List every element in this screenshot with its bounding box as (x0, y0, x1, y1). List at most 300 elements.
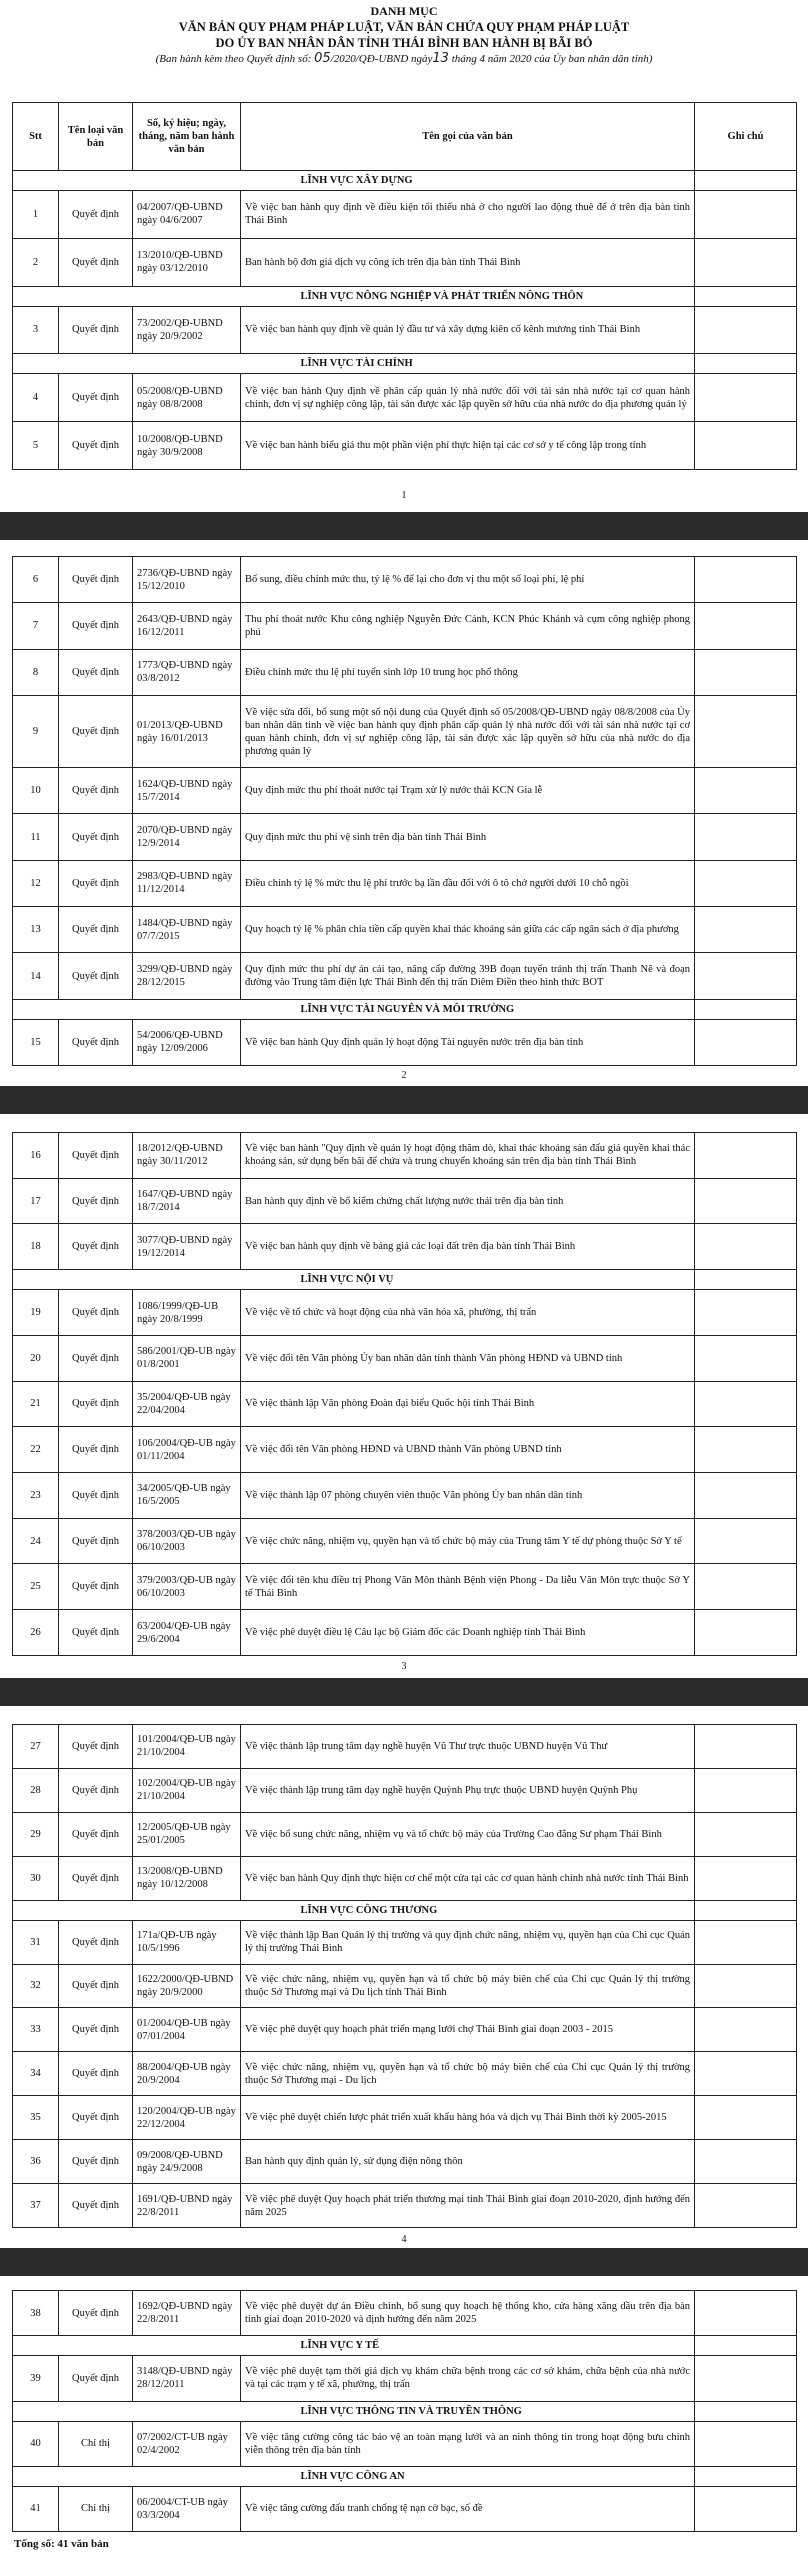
row-stt: 28 (13, 1768, 59, 1812)
table-row (13, 306, 797, 354)
row-code: 54/2006/QĐ-UBND ngày 12/09/2006 (133, 1019, 241, 1065)
row-note (695, 1019, 797, 1065)
issuance-day: 13 (432, 51, 449, 66)
row-kind: Quyết định (59, 557, 133, 603)
row-stt: 20 (13, 1335, 59, 1381)
row-note (695, 2096, 797, 2140)
total-count: Tổng số: 41 văn bản (14, 2538, 109, 2550)
row-desc: Về việc ban hành biểu giá thu một phần viện phí thực hiện tại các cơ sở y tế công lập trong tỉnh (241, 422, 695, 470)
table-row (13, 1964, 797, 2008)
table-row (13, 2356, 797, 2401)
row-code: 88/2004/QĐ-UB ngày 20/9/2004 (133, 2052, 241, 2096)
section-spacer (13, 2401, 241, 2421)
table-row (13, 238, 797, 286)
row-note (695, 768, 797, 814)
table-row (13, 2140, 797, 2184)
row-desc: Về việc thành lập trung tâm dạy nghề huyện Vũ Thư trực thuộc UBND huyện Vũ Thư (241, 1725, 695, 1769)
table-row (13, 1133, 797, 1179)
row-code: 171a/QĐ-UB ngày 10/5/1996 (133, 1920, 241, 1964)
table-row (13, 557, 797, 603)
row-kind: Quyết định (59, 374, 133, 422)
row-desc: Thu phí thoát nước Khu công nghiệp Nguyễn Đức Cảnh, KCN Phúc Khánh và cụm công nghiệp phong phú (241, 603, 695, 649)
row-note (695, 2486, 797, 2531)
row-note (695, 649, 797, 695)
table-row (13, 2421, 797, 2466)
row-code: 07/2002/CT-UB ngày 02/4/2002 (133, 2421, 241, 2466)
table-row (13, 1224, 797, 1270)
row-stt: 36 (13, 2140, 59, 2184)
documents-table-page-4 (12, 1724, 797, 2228)
row-desc: Về việc ban hành quy định về điều kiện tối thiểu nhà ở cho người lao động thuê để ở trên địa bàn tỉnh Thái Bình (241, 191, 695, 239)
section-row (13, 2401, 797, 2421)
page-number: 2 (401, 1070, 407, 1081)
header-code: Số, ký hiệu; ngày, tháng, năm ban hành văn bản (133, 103, 241, 171)
table-row (13, 1564, 797, 1610)
row-code: 1086/1999/QĐ-UB ngày 20/8/1999 (133, 1290, 241, 1336)
row-desc: Về việc ban hành Quy định quản lý hoạt động Tài nguyên nước trên địa bàn tỉnh (241, 1019, 695, 1065)
document-page-1 (0, 0, 808, 512)
row-desc: Về việc phê duyệt chiến lược phát triển xuất khẩu hàng hóa và dịch vụ Thái Bình thời kỳ 2005-2015 (241, 2096, 695, 2140)
section-note-cell (695, 171, 797, 191)
section-heading: LĨNH VỰC XÂY DỰNG (241, 171, 695, 191)
row-stt: 6 (13, 557, 59, 603)
table-row (13, 1812, 797, 1856)
row-stt: 23 (13, 1473, 59, 1519)
row-kind: Quyết định (59, 907, 133, 953)
table-row (13, 374, 797, 422)
row-note (695, 1768, 797, 1812)
row-stt: 3 (13, 306, 59, 354)
row-note (695, 2356, 797, 2401)
row-kind: Quyết định (59, 1427, 133, 1473)
section-spacer (13, 1270, 241, 1290)
row-kind: Quyết định (59, 2008, 133, 2052)
row-kind: Quyết định (59, 1335, 133, 1381)
row-note (695, 814, 797, 860)
row-stt: 29 (13, 1812, 59, 1856)
row-desc: Về việc tăng cường công tác bảo vệ an toàn mạng lưới và an ninh thông tin trong hoạt động bưu chính viễn thông trên địa bàn tỉnh (241, 2421, 695, 2466)
section-note-cell (695, 2401, 797, 2421)
row-note (695, 1725, 797, 1769)
table-row (13, 1856, 797, 1900)
header-note: Ghi chú (695, 103, 797, 171)
section-row (13, 2466, 797, 2486)
row-stt: 13 (13, 907, 59, 953)
row-code: 3077/QĐ-UBND ngày 19/12/2014 (133, 1224, 241, 1270)
document-subtitle-line-1: VĂN BẢN QUY PHẠM PHÁP LUẬT, VĂN BẢN CHỨA QUY PHẠM PHÁP LUẬT (178, 20, 630, 34)
row-kind: Quyết định (59, 191, 133, 239)
row-code: 1647/QĐ-UBND ngày 18/7/2014 (133, 1178, 241, 1224)
row-stt: 40 (13, 2421, 59, 2466)
row-kind: Quyết định (59, 649, 133, 695)
row-stt: 7 (13, 603, 59, 649)
row-code: 1773/QĐ-UBND ngày 03/8/2012 (133, 649, 241, 695)
row-desc: Về việc ban hành Quy định thực hiện cơ chế một cửa tại các cơ quan hành chính nhà nước tỉnh Thái Bình (241, 1856, 695, 1900)
row-desc: Về việc phê duyệt dự án Điều chỉnh, bổ sung quy hoạch hệ thống kho, cửa hàng xăng dầu trên địa bàn tỉnh giai đoạn 2010-2020 và định hướng đến năm 2025 (241, 2291, 695, 2336)
row-kind: Quyết định (59, 1473, 133, 1519)
table-row (13, 1427, 797, 1473)
row-note (695, 1473, 797, 1519)
page-separator (0, 1678, 808, 1706)
row-desc: Ban hành quy định về bổ kiểm chứng chất lượng nước thải trên địa bàn tỉnh (241, 1178, 695, 1224)
document-page-5 (0, 2276, 808, 2557)
row-stt: 5 (13, 422, 59, 470)
section-heading: LĨNH VỰC CÔNG AN (241, 2466, 695, 2486)
issuance-prefix: (Ban hành kèm theo Quyết định số: (155, 53, 312, 65)
section-spacer (13, 354, 241, 374)
row-stt: 31 (13, 1920, 59, 1964)
table-row (13, 695, 797, 767)
row-desc: Về việc ban hành quy định về quản lý đầu tư và xây dựng kiên cố kênh mương tỉnh Thái Bình (241, 306, 695, 354)
section-spacer (13, 286, 241, 306)
row-code: 106/2004/QĐ-UB ngày 01/11/2004 (133, 1427, 241, 1473)
row-kind: Quyết định (59, 603, 133, 649)
section-heading: LĨNH VỰC TÀI NGUYÊN VÀ MÔI TRƯỜNG (241, 999, 695, 1019)
row-kind: Quyết định (59, 1768, 133, 1812)
row-stt: 18 (13, 1224, 59, 1270)
row-code: 2070/QĐ-UBND ngày 12/9/2014 (133, 814, 241, 860)
row-kind: Quyết định (59, 2184, 133, 2228)
row-desc: Quy định mức thu phí dự án cải tạo, nâng cấp đường 39B đoạn tuyến tránh thị trấn Thanh Nê và đoạn đường vào Trung tâm điện lực Thái Bình đến thị trấn Diêm Điền theo hình thức BOT (241, 953, 695, 999)
row-kind: Quyết định (59, 1178, 133, 1224)
row-code: 73/2002/QĐ-UBND ngày 20/9/2002 (133, 306, 241, 354)
header-kind: Tên loại văn bản (59, 103, 133, 171)
row-kind: Quyết định (59, 238, 133, 286)
section-row (13, 2336, 797, 2356)
issuance-number: 05 (314, 51, 331, 66)
row-note (695, 1518, 797, 1564)
section-spacer (13, 2336, 241, 2356)
table-row (13, 1290, 797, 1336)
table-row (13, 2008, 797, 2052)
row-note (695, 953, 797, 999)
row-stt: 41 (13, 2486, 59, 2531)
row-code: 1622/2000/QĐ-UBND ngày 20/9/2000 (133, 1964, 241, 2008)
section-row (13, 1270, 797, 1290)
row-kind: Quyết định (59, 695, 133, 767)
row-code: 04/2007/QĐ-UBND ngày 04/6/2007 (133, 191, 241, 239)
row-code: 120/2004/QĐ-UB ngày 22/12/2004 (133, 2096, 241, 2140)
row-code: 102/2004/QĐ-UB ngày 21/10/2004 (133, 1768, 241, 1812)
row-kind: Quyết định (59, 2140, 133, 2184)
table-row (13, 1768, 797, 1812)
section-note-cell (695, 999, 797, 1019)
row-code: 06/2004/CT-UB ngày 03/3/2004 (133, 2486, 241, 2531)
row-desc: Về việc bổ sung chức năng, nhiệm vụ và tổ chức bộ máy của Trường Cao đẳng Sư phạm Thái Bình (241, 1812, 695, 1856)
row-code: 63/2004/QĐ-UB ngày 29/6/2004 (133, 1610, 241, 1656)
row-kind: Chỉ thị (59, 2486, 133, 2531)
table-row (13, 649, 797, 695)
documents-table-page-5 (12, 2290, 797, 2532)
table-row (13, 1610, 797, 1656)
row-desc: Về việc chức năng, nhiệm vụ, quyền hạn và tổ chức bộ máy biên chế của Chi cục Quản lý thị trường thuộc Sở Thương mại và Du lịch tỉnh Thái Bình (241, 1964, 695, 2008)
row-kind: Quyết định (59, 1812, 133, 1856)
row-code: 35/2004/QĐ-UB ngày 22/04/2004 (133, 1381, 241, 1427)
table-row (13, 1335, 797, 1381)
row-desc: Về việc tăng cường đấu tranh chống tệ nạn cờ bạc, số đề (241, 2486, 695, 2531)
row-note (695, 1178, 797, 1224)
row-note (695, 1812, 797, 1856)
table-row (13, 2096, 797, 2140)
row-kind: Quyết định (59, 2052, 133, 2096)
section-spacer (13, 1900, 241, 1920)
row-kind: Quyết định (59, 814, 133, 860)
row-code: 05/2008/QĐ-UBND ngày 08/8/2008 (133, 374, 241, 422)
row-code: 1484/QĐ-UBND ngày 07/7/2015 (133, 907, 241, 953)
row-code: 09/2008/QĐ-UBND ngày 24/9/2008 (133, 2140, 241, 2184)
row-stt: 11 (13, 814, 59, 860)
table-row (13, 1381, 797, 1427)
row-kind: Chỉ thị (59, 2421, 133, 2466)
table-row (13, 860, 797, 906)
row-desc: Ban hành quy định quản lý, sử dụng điện nông thôn (241, 2140, 695, 2184)
table-row (13, 2291, 797, 2336)
document-page-2 (0, 540, 808, 1086)
page-separator (0, 512, 808, 540)
documents-table-page-2 (12, 556, 797, 1066)
row-stt: 21 (13, 1381, 59, 1427)
row-stt: 34 (13, 2052, 59, 2096)
row-kind: Quyết định (59, 1856, 133, 1900)
row-stt: 17 (13, 1178, 59, 1224)
row-kind: Quyết định (59, 768, 133, 814)
row-desc: Về việc chức năng, nhiệm vụ, quyền hạn và tổ chức bộ máy biên chế của Chi cục Quản lý thị trường thuộc Sở Thương mại - Du lịch (241, 2052, 695, 2096)
issuance-suffix: tháng 4 năm 2020 của Ủy ban nhân dân tỉnh) (451, 53, 653, 65)
row-note (695, 191, 797, 239)
table-row (13, 1019, 797, 1065)
section-heading: LĨNH VỰC THÔNG TIN VÀ TRUYỀN THÔNG (241, 2401, 695, 2421)
section-heading: LĨNH VỰC CÔNG THƯƠNG (241, 1900, 695, 1920)
row-kind: Quyết định (59, 2291, 133, 2336)
row-note (695, 2140, 797, 2184)
row-kind: Quyết định (59, 306, 133, 354)
row-kind: Quyết định (59, 1518, 133, 1564)
row-stt: 35 (13, 2096, 59, 2140)
row-stt: 12 (13, 860, 59, 906)
row-stt: 38 (13, 2291, 59, 2336)
row-note (695, 1856, 797, 1900)
section-note-cell (695, 1270, 797, 1290)
row-desc: Về việc phê duyệt điều lệ Câu lạc bộ Giám đốc các Doanh nghiệp tỉnh Thái Bình (241, 1610, 695, 1656)
document-page-3 (0, 1114, 808, 1678)
row-kind: Quyết định (59, 1610, 133, 1656)
row-note (695, 907, 797, 953)
row-stt: 15 (13, 1019, 59, 1065)
table-row (13, 1518, 797, 1564)
row-stt: 10 (13, 768, 59, 814)
row-note (695, 1224, 797, 1270)
row-desc: Về việc thành lập trung tâm dạy nghề huyện Quỳnh Phụ trực thuộc UBND huyện Quỳnh Phụ (241, 1768, 695, 1812)
document-page-4 (0, 1706, 808, 2248)
row-kind: Quyết định (59, 1133, 133, 1179)
row-note (695, 1610, 797, 1656)
row-desc: Điều chỉnh mức thu lệ phí tuyển sinh lớp 10 trung học phổ thông (241, 649, 695, 695)
row-desc: Ban hành bộ đơn giá dịch vụ công ích trên địa bàn tỉnh Thái Bình (241, 238, 695, 286)
row-desc: Điều chỉnh tỷ lệ % mức thu lệ phí trước bạ lần đầu đối với ô tô chở người dưới 10 chỗ ngồi (241, 860, 695, 906)
row-desc: Về việc thành lập 07 phòng chuyên viên thuộc Văn phòng Ủy ban nhân dân tỉnh (241, 1473, 695, 1519)
row-stt: 14 (13, 953, 59, 999)
row-desc: Về việc phê duyệt Quy hoạch phát triển thương mại tỉnh Thái Bình giai đoạn 2010-2020, định hướng đến năm 2025 (241, 2184, 695, 2228)
row-code: 13/2008/QĐ-UBND ngày 10/12/2008 (133, 1856, 241, 1900)
section-note-cell (695, 1900, 797, 1920)
section-heading: LĨNH VỰC Y TẾ (241, 2336, 695, 2356)
row-desc: Bổ sung, điều chỉnh mức thu, tỷ lệ % để lại cho đơn vị thu một số loại phí, lệ phí (241, 557, 695, 603)
section-note-cell (695, 354, 797, 374)
section-note-cell (695, 2336, 797, 2356)
row-kind: Quyết định (59, 2096, 133, 2140)
table-row (13, 603, 797, 649)
row-desc: Về việc đổi tên Văn phòng Ủy ban nhân dân tỉnh thành Văn phòng HĐND và UBND tỉnh (241, 1335, 695, 1381)
section-heading: LĨNH VỰC TÀI CHÍNH (241, 354, 695, 374)
row-kind: Quyết định (59, 1019, 133, 1065)
section-row (13, 354, 797, 374)
table-row (13, 2052, 797, 2096)
row-code: 10/2008/QĐ-UBND ngày 30/9/2008 (133, 422, 241, 470)
row-desc: Quy định mức thu phí thoát nước tại Trạm xử lý nước thải KCN Gia lễ (241, 768, 695, 814)
row-note (695, 422, 797, 470)
row-note (695, 1964, 797, 2008)
row-note (695, 695, 797, 767)
section-row (13, 1900, 797, 1920)
section-row (13, 999, 797, 1019)
row-note (695, 1564, 797, 1610)
row-code: 1691/QĐ-UBND ngày 22/8/2011 (133, 2184, 241, 2228)
page-number: 1 (401, 490, 407, 501)
row-code: 1692/QĐ-UBND ngày 22/8/2011 (133, 2291, 241, 2336)
row-note (695, 2008, 797, 2052)
row-code: 34/2005/QĐ-UB ngày 16/5/2005 (133, 1473, 241, 1519)
row-code: 586/2001/QĐ-UB ngày 01/8/2001 (133, 1335, 241, 1381)
row-note (695, 2052, 797, 2096)
document-title: DANH MỤC (370, 4, 438, 18)
header-stt: Stt (13, 103, 59, 171)
row-desc: Về việc ban hành Quy định về phân cấp quản lý nhà nước đối với tài sản nhà nước tại cơ quan hành chính, đơn vị sự nghiệp công lập, tài sản được xác lập quyền sở hữu của nhà nước do địa phương quản lý (241, 374, 695, 422)
row-note (695, 374, 797, 422)
row-code: 2643/QĐ-UBND ngày 16/12/2011 (133, 603, 241, 649)
section-heading: LĨNH VỰC NỘI VỤ (241, 1270, 695, 1290)
row-desc: Quy định mức thu phí vệ sinh trên địa bàn tỉnh Thái Bình (241, 814, 695, 860)
row-stt: 9 (13, 695, 59, 767)
row-stt: 24 (13, 1518, 59, 1564)
row-stt: 26 (13, 1610, 59, 1656)
row-stt: 8 (13, 649, 59, 695)
row-note (695, 1290, 797, 1336)
row-code: 3148/QĐ-UBND ngày 28/12/2011 (133, 2356, 241, 2401)
row-kind: Quyết định (59, 2356, 133, 2401)
row-note (695, 306, 797, 354)
row-desc: Về việc phê duyệt quy hoạch phát triển mạng lưới chợ Thái Bình giai đoạn 2003 - 2015 (241, 2008, 695, 2052)
issuance-middle: /2020/QĐ-UBND ngày (330, 53, 433, 65)
table-row (13, 191, 797, 239)
header-desc: Tên gọi của văn bản (241, 103, 695, 171)
row-note (695, 557, 797, 603)
document-subtitle-line-2: DO ỦY BAN NHÂN DÂN TỈNH THÁI BÌNH BAN HÀNH BỊ BÃI BỎ (215, 36, 593, 50)
row-stt: 16 (13, 1133, 59, 1179)
table-row (13, 1473, 797, 1519)
row-note (695, 2421, 797, 2466)
row-desc: Về việc ban hành "Quy định về quản lý hoạt động thăm dò, khai thác khoáng sản đấu giá quyền khai thác khoáng sản, sử dụng bến bãi để chứa và trung chuyển khoáng sản trên địa bàn tỉnh Thái Bình (241, 1133, 695, 1179)
row-stt: 30 (13, 1856, 59, 1900)
row-code: 1624/QĐ-UBND ngày 15/7/2014 (133, 768, 241, 814)
row-note (695, 860, 797, 906)
row-desc: Về việc sửa đổi, bổ sung một số nội dung của Quyết định số 05/2008/QĐ-UBND ngày 08/8/2008 của Ủy ban nhân dân tỉnh về việc ban hành quy định phân cấp quản lý nhà nước đối với tài sản nhà nước tại cơ quan hành chính, đơn vị sự nghiệp công lập, tài sản được xác lập quyền sở hữu của nhà nước do địa phương quản lý (241, 695, 695, 767)
table-row (13, 422, 797, 470)
issuance-note (0, 51, 808, 67)
row-desc: Về việc đổi tên Văn phòng HĐND và UBND thành Văn phòng UBND tỉnh (241, 1427, 695, 1473)
row-stt: 25 (13, 1564, 59, 1610)
section-spacer (13, 171, 241, 191)
table-row (13, 907, 797, 953)
row-desc: Quy hoạch tỷ lệ % phân chia tiền cấp quyền khai thác khoáng sản giữa các cấp ngân sách ở địa phương (241, 907, 695, 953)
row-desc: Về việc đổi tên khu điều trị Phong Văn Môn thành Bệnh viện Phong - Da liễu Văn Môn trực thuộc Sở Y tế Thái Bình (241, 1564, 695, 1610)
row-desc: Về việc thành lập Ban Quản lý thị trường và quy định chức năng, nhiệm vụ, quyền hạn của Chi cục Quản lý thị trường Thái Bình (241, 1920, 695, 1964)
page-separator (0, 1086, 808, 1114)
row-stt: 1 (13, 191, 59, 239)
section-note-cell (695, 2466, 797, 2486)
row-code: 378/2003/QĐ-UB ngày 06/10/2003 (133, 1518, 241, 1564)
page-number: 4 (401, 2234, 407, 2245)
row-kind: Quyết định (59, 1725, 133, 1769)
row-stt: 33 (13, 2008, 59, 2052)
row-stt: 39 (13, 2356, 59, 2401)
row-code: 101/2004/QĐ-UB ngày 21/10/2004 (133, 1725, 241, 1769)
row-kind: Quyết định (59, 1224, 133, 1270)
table-row (13, 814, 797, 860)
row-kind: Quyết định (59, 422, 133, 470)
row-code: 2736/QĐ-UBND ngày 15/12/2010 (133, 557, 241, 603)
row-note (695, 1133, 797, 1179)
row-stt: 22 (13, 1427, 59, 1473)
section-row (13, 171, 797, 191)
document-header (0, 0, 808, 67)
row-stt: 19 (13, 1290, 59, 1336)
row-desc: Về việc thành lập Văn phòng Đoàn đại biểu Quốc hội tỉnh Thái Bình (241, 1381, 695, 1427)
row-note (695, 2291, 797, 2336)
row-stt: 2 (13, 238, 59, 286)
page-separator (0, 2248, 808, 2276)
row-stt: 32 (13, 1964, 59, 2008)
row-note (695, 1427, 797, 1473)
table-row (13, 953, 797, 999)
row-kind: Quyết định (59, 1290, 133, 1336)
row-code: 2983/QĐ-UBND ngày 11/12/2014 (133, 860, 241, 906)
section-note-cell (695, 286, 797, 306)
section-spacer (13, 999, 241, 1019)
section-row (13, 286, 797, 306)
row-desc: Về việc chức năng, nhiệm vụ, quyền hạn và tổ chức bộ máy của Trung tâm Y tế dự phòng thuộc Sở Y tế (241, 1518, 695, 1564)
row-code: 18/2012/QĐ-UBND ngày 30/11/2012 (133, 1133, 241, 1179)
row-note (695, 1335, 797, 1381)
row-code: 01/2013/QĐ-UBND ngày 16/01/2013 (133, 695, 241, 767)
row-kind: Quyết định (59, 953, 133, 999)
row-code: 3299/QĐ-UBND ngày 28/12/2015 (133, 953, 241, 999)
row-stt: 37 (13, 2184, 59, 2228)
row-code: 12/2005/QĐ-UB ngày 25/01/2005 (133, 1812, 241, 1856)
row-note (695, 1920, 797, 1964)
table-row (13, 2184, 797, 2228)
row-note (695, 238, 797, 286)
documents-table-page-3 (12, 1132, 797, 1656)
row-stt: 27 (13, 1725, 59, 1769)
row-note (695, 603, 797, 649)
row-code: 13/2010/QĐ-UBND ngày 03/12/2010 (133, 238, 241, 286)
row-note (695, 2184, 797, 2228)
documents-table-page-1 (12, 102, 797, 470)
page-number: 3 (401, 1661, 407, 1672)
table-row (13, 768, 797, 814)
table-row (13, 2486, 797, 2531)
section-spacer (13, 2466, 241, 2486)
